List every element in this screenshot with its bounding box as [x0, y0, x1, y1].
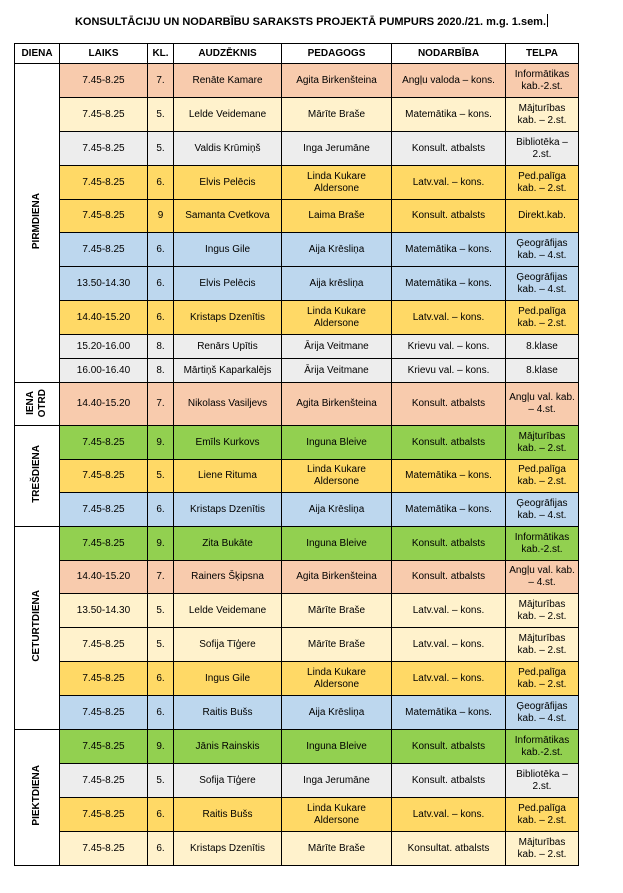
teacher-cell: Laima Braše [282, 200, 392, 233]
teacher-cell: Inga Jerumāne [282, 764, 392, 798]
activity-cell: Konsult. atbalsts [392, 383, 506, 426]
time-cell: 15.20-16.00 [60, 335, 148, 359]
table-row [15, 98, 579, 132]
student-cell: Kristaps Dzenītis [174, 832, 282, 866]
time-cell: 16.00-16.40 [60, 359, 148, 383]
room-cell: Mājturības kab. – 2.st. [506, 98, 579, 132]
table-row [15, 460, 579, 493]
teacher-cell: Inguna Bleive [282, 426, 392, 460]
table-row [15, 561, 579, 594]
text-cursor [547, 14, 548, 27]
activity-cell: Konsult. atbalsts [392, 527, 506, 561]
time-cell: 13.50-14.30 [60, 594, 148, 628]
class-cell: 6. [148, 696, 174, 730]
table-row [15, 301, 579, 335]
room-cell: Direkt.kab. [506, 200, 579, 233]
class-cell: 5. [148, 98, 174, 132]
table-row [15, 267, 579, 301]
room-cell: Informātikas kab.-2.st. [506, 730, 579, 764]
student-cell: Renārs Upītis [174, 335, 282, 359]
activity-cell: Matemātika – kons. [392, 493, 506, 527]
time-cell: 7.45-8.25 [60, 662, 148, 696]
class-cell: 5. [148, 132, 174, 166]
header-nodarbiba: NODARBĪBA [392, 44, 506, 64]
student-cell: Ingus Gile [174, 662, 282, 696]
student-cell: Rainers Šķipsna [174, 561, 282, 594]
teacher-cell: Mārīte Braše [282, 628, 392, 662]
activity-cell: Matemātika – kons. [392, 233, 506, 267]
room-cell: Ped.palīga kab. – 2.st. [506, 798, 579, 832]
student-cell: Ingus Gile [174, 233, 282, 267]
table-row [15, 166, 579, 200]
header-audzeknis: AUDZĒKNIS [174, 44, 282, 64]
class-cell: 5. [148, 460, 174, 493]
student-cell: Samanta Cvetkova [174, 200, 282, 233]
activity-cell: Konsult. atbalsts [392, 730, 506, 764]
class-cell: 5. [148, 594, 174, 628]
room-cell: Ped.palīga kab. – 2.st. [506, 460, 579, 493]
student-cell: Lelde Veidemane [174, 594, 282, 628]
student-cell: Raitis Bušs [174, 696, 282, 730]
teacher-cell: Linda Kukare Aldersone [282, 301, 392, 335]
table-row [15, 764, 579, 798]
day-label-line: OTRD [37, 388, 48, 418]
class-cell: 6. [148, 267, 174, 301]
class-cell: 6. [148, 662, 174, 696]
time-cell: 7.45-8.25 [60, 426, 148, 460]
class-cell: 6. [148, 493, 174, 527]
page-title-text: KONSULTĀCIJU UN NODARBĪBU SARAKSTS PROJEKTĀ PUMPURS 2020./21. m.g. 1.sem. [74, 16, 547, 28]
room-cell: Mājturības kab. – 2.st. [506, 628, 579, 662]
activity-cell: Matemātika – kons. [392, 696, 506, 730]
day-cell [15, 383, 60, 426]
room-cell: 8.klase [506, 335, 579, 359]
activity-cell: Latv.val. – kons. [392, 166, 506, 200]
day-label: PIRMDIENA [31, 192, 42, 250]
time-cell: 7.45-8.25 [60, 628, 148, 662]
day-label [25, 389, 49, 417]
time-cell: 7.45-8.25 [60, 98, 148, 132]
room-cell: Bibliotēka – 2.st. [506, 764, 579, 798]
class-cell: 7. [148, 64, 174, 98]
time-cell: 7.45-8.25 [60, 832, 148, 866]
teacher-cell: Agita Birkenšteina [282, 64, 392, 98]
room-cell: Ped.palīga kab. – 2.st. [506, 662, 579, 696]
teacher-cell: Aija Krēsliņa [282, 493, 392, 527]
day-cell [15, 426, 60, 527]
time-cell: 7.45-8.25 [60, 730, 148, 764]
student-cell: Elvis Pelēcis [174, 166, 282, 200]
student-cell: Kristaps Dzenītis [174, 493, 282, 527]
day-label: PIEKTDIENA [31, 765, 42, 826]
activity-cell: Latv.val. – kons. [392, 594, 506, 628]
activity-cell: Angļu valoda – kons. [392, 64, 506, 98]
table-row [15, 359, 579, 383]
teacher-cell: Ārija Veitmane [282, 359, 392, 383]
table-row [15, 335, 579, 359]
time-cell: 7.45-8.25 [60, 132, 148, 166]
class-cell: 6. [148, 233, 174, 267]
teacher-cell: Linda Kukare Aldersone [282, 662, 392, 696]
class-cell: 8. [148, 335, 174, 359]
teacher-cell: Linda Kukare Aldersone [282, 166, 392, 200]
student-cell: Raitis Bušs [174, 798, 282, 832]
class-cell: 9. [148, 426, 174, 460]
activity-cell: Konsult. atbalsts [392, 200, 506, 233]
table-row [15, 730, 579, 764]
activity-cell: Matemātika – kons. [392, 98, 506, 132]
time-cell: 7.45-8.25 [60, 527, 148, 561]
teacher-cell: Aija Krēsliņa [282, 233, 392, 267]
activity-cell: Krievu val. – kons. [392, 359, 506, 383]
student-cell: Kristaps Dzenītis [174, 301, 282, 335]
student-cell: Jānis Rainskis [174, 730, 282, 764]
header-kl: KL. [148, 44, 174, 64]
table-row [15, 832, 579, 866]
teacher-cell: Inguna Bleive [282, 527, 392, 561]
time-cell: 7.45-8.25 [60, 233, 148, 267]
header-pedagogs: PEDAGOGS [282, 44, 392, 64]
day-cell [15, 64, 60, 383]
teacher-cell: Mārīte Braše [282, 594, 392, 628]
teacher-cell: Mārīte Braše [282, 98, 392, 132]
teacher-cell: Inga Jerumāne [282, 132, 392, 166]
activity-cell: Konsultat. atbalsts [392, 832, 506, 866]
room-cell: Angļu val. kab. – 4.st. [506, 383, 579, 426]
room-cell: Ped.palīga kab. – 2.st. [506, 166, 579, 200]
room-cell: Ped.palīga kab. – 2.st. [506, 301, 579, 335]
table-row [15, 64, 579, 98]
time-cell: 7.45-8.25 [60, 64, 148, 98]
teacher-cell: Inguna Bleive [282, 730, 392, 764]
time-cell: 7.45-8.25 [60, 460, 148, 493]
table-row [15, 493, 579, 527]
day-label: TREŠDIENA [31, 445, 42, 503]
activity-cell: Konsult. atbalsts [392, 764, 506, 798]
time-cell: 7.45-8.25 [60, 764, 148, 798]
table-row [15, 628, 579, 662]
teacher-cell: Linda Kukare Aldersone [282, 798, 392, 832]
room-cell: Mājturības kab. – 2.st. [506, 832, 579, 866]
teacher-cell: Linda Kukare Aldersone [282, 460, 392, 493]
schedule-table [14, 43, 579, 866]
activity-cell: Latv.val. – kons. [392, 628, 506, 662]
class-cell: 7. [148, 561, 174, 594]
room-cell: Angļu val. kab. – 4.st. [506, 561, 579, 594]
table-row [15, 383, 579, 426]
student-cell: Liene Rituma [174, 460, 282, 493]
teacher-cell: Mārīte Braše [282, 832, 392, 866]
class-cell: 9. [148, 730, 174, 764]
room-cell: 8.klase [506, 359, 579, 383]
table-row [15, 233, 579, 267]
student-cell: Lelde Veidemane [174, 98, 282, 132]
activity-cell: Latv.val. – kons. [392, 662, 506, 696]
student-cell: Mārtiņš Kaparkalējs [174, 359, 282, 383]
table-row [15, 132, 579, 166]
time-cell: 7.45-8.25 [60, 200, 148, 233]
page-title [0, 14, 623, 28]
time-cell: 7.45-8.25 [60, 166, 148, 200]
student-cell: Emīls Kurkovs [174, 426, 282, 460]
class-cell: 5. [148, 628, 174, 662]
header-row [15, 44, 579, 64]
activity-cell: Krievu val. – kons. [392, 335, 506, 359]
activity-cell: Matemātika – kons. [392, 460, 506, 493]
room-cell: Ģeogrāfijas kab. – 4.st. [506, 493, 579, 527]
table-row [15, 798, 579, 832]
class-cell: 7. [148, 383, 174, 426]
student-cell: Zita Bukāte [174, 527, 282, 561]
class-cell: 8. [148, 359, 174, 383]
header-laiks: LAIKS [60, 44, 148, 64]
activity-cell: Konsult. atbalsts [392, 426, 506, 460]
day-label-line: IENA [25, 391, 36, 416]
activity-cell: Latv.val. – kons. [392, 301, 506, 335]
header-telpa: TELPA [506, 44, 579, 64]
day-cell [15, 527, 60, 730]
room-cell: Informātikas kab.-2.st. [506, 527, 579, 561]
schedule-body [15, 64, 579, 866]
day-cell [15, 730, 60, 866]
teacher-cell: Aija Krēsliņa [282, 696, 392, 730]
room-cell: Ģeogrāfijas kab. – 4.st. [506, 267, 579, 301]
class-cell: 6. [148, 301, 174, 335]
student-cell: Sofija Tīģere [174, 764, 282, 798]
student-cell: Sofija Tīģere [174, 628, 282, 662]
teacher-cell: Aija krēsliņa [282, 267, 392, 301]
teacher-cell: Agita Birkenšteina [282, 383, 392, 426]
student-cell: Nikolass Vasiljevs [174, 383, 282, 426]
room-cell: Mājturības kab. – 2.st. [506, 594, 579, 628]
time-cell: 13.50-14.30 [60, 267, 148, 301]
room-cell: Informātikas kab.-2.st. [506, 64, 579, 98]
room-cell: Bibliotēka – 2.st. [506, 132, 579, 166]
day-label: CETURTDIENA [31, 590, 42, 662]
teacher-cell: Agita Birkenšteina [282, 561, 392, 594]
time-cell: 14.40-15.20 [60, 383, 148, 426]
table-row [15, 594, 579, 628]
teacher-cell: Ārija Veitmane [282, 335, 392, 359]
class-cell: 5. [148, 764, 174, 798]
table-row [15, 426, 579, 460]
table-row [15, 200, 579, 233]
class-cell: 9 [148, 200, 174, 233]
activity-cell: Konsult. atbalsts [392, 132, 506, 166]
class-cell: 6. [148, 798, 174, 832]
room-cell: Mājturības kab. – 2.st. [506, 426, 579, 460]
room-cell: Ģeogrāfijas kab. – 4.st. [506, 233, 579, 267]
time-cell: 7.45-8.25 [60, 798, 148, 832]
table-row [15, 662, 579, 696]
student-cell: Renāte Kamare [174, 64, 282, 98]
activity-cell: Konsult. atbalsts [392, 561, 506, 594]
time-cell: 14.40-15.20 [60, 301, 148, 335]
activity-cell: Latv.val. – kons. [392, 798, 506, 832]
header-diena: DIENA [15, 44, 60, 64]
class-cell: 9. [148, 527, 174, 561]
table-row [15, 696, 579, 730]
table-row [15, 527, 579, 561]
student-cell: Valdis Krūmiņš [174, 132, 282, 166]
time-cell: 7.45-8.25 [60, 493, 148, 527]
time-cell: 14.40-15.20 [60, 561, 148, 594]
room-cell: Ģeogrāfijas kab. – 4.st. [506, 696, 579, 730]
class-cell: 6. [148, 166, 174, 200]
class-cell: 6. [148, 832, 174, 866]
activity-cell: Matemātika – kons. [392, 267, 506, 301]
time-cell: 7.45-8.25 [60, 696, 148, 730]
student-cell: Elvis Pelēcis [174, 267, 282, 301]
